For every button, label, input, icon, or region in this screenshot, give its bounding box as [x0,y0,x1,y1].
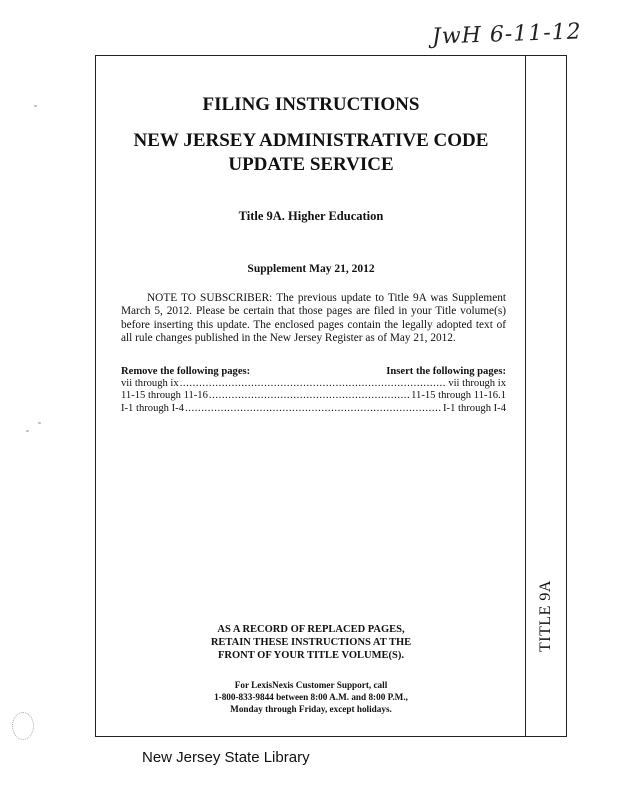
scan-speck [34,105,37,107]
handwritten-annotation: JwH 6-11-12 [431,19,583,50]
insert-header: Insert the following pages: [386,366,506,377]
page-replacement-table [121,366,506,415]
remove-header: Remove the following pages: [121,366,251,377]
insert-pages: I-1 through I-4 [443,402,506,414]
remove-pages: 11-15 through 11-16 [121,390,208,402]
side-tab [525,55,567,737]
table-row [121,390,506,402]
support-line: 1-800-833-9844 between 8:00 A.M. and 8:00 P.M., [214,692,408,702]
side-tab-label: TITLE 9A [537,580,554,652]
customer-support-info [96,679,526,715]
remove-pages: I-1 through I-4 [121,402,184,414]
remove-pages: vii through ix [121,378,179,390]
support-line: For LexisNexis Customer Support, call [234,680,388,690]
dot-leader [209,390,410,402]
record-line: RETAIN THESE INSTRUCTIONS AT THE [210,637,412,648]
table-header [121,366,506,378]
table-row [121,378,506,390]
dot-leader [185,403,442,415]
scan-speck [26,430,29,432]
supplement-date: Supplement May 21, 2012 [247,263,375,275]
subscriber-note: NOTE TO SUBSCRIBER: The previous update to Title 9A was Supplement March 5, 2012. Please be certain that those pages are filed in your Title volume(s) before inserting this update. The enclosed pages contain the legally adopted text of all rule changes published in the New Jersey Register as of May 21, 2012. [121,292,506,345]
record-line: FRONT OF YOUR TITLE VOLUME(S). [218,650,404,661]
punch-hole-mark [12,712,34,740]
page-heading: FILING INSTRUCTIONS [202,94,420,115]
library-stamp: New Jersey State Library [142,749,310,766]
table-row [121,403,506,415]
insert-pages: vii through ix [448,378,506,390]
title-name: Title 9A. Higher Education [238,209,384,223]
dot-leader [180,378,448,390]
scan-speck [38,422,41,424]
code-title: NEW JERSEY ADMINISTRATIVE CODE [133,130,489,151]
record-instructions [96,623,526,662]
insert-pages: 11-15 through 11-16.1 [411,390,506,402]
update-service-title: UPDATE SERVICE [228,154,394,175]
record-line: AS A RECORD OF REPLACED PAGES, [217,624,405,635]
instruction-sheet [95,55,526,737]
support-line: Monday through Friday, except holidays. [230,704,392,714]
